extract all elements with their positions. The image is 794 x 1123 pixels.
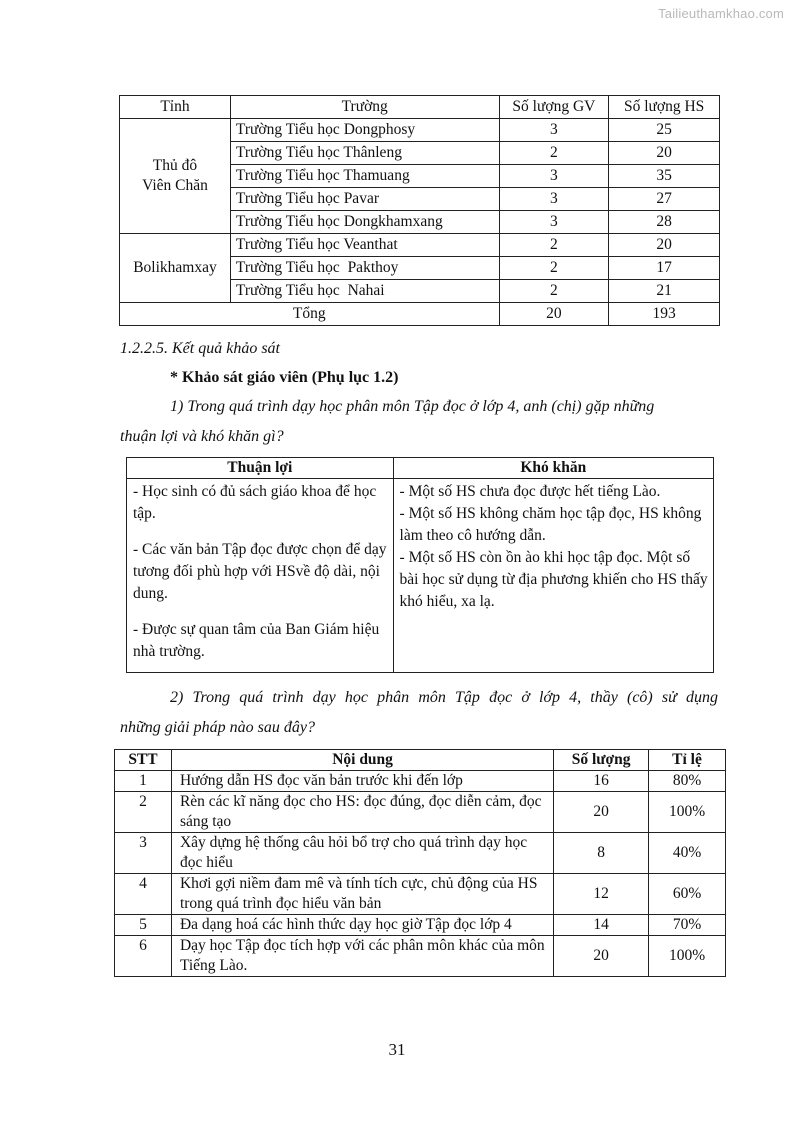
school-name: Trường Tiểu học Dongkhamxang (230, 211, 499, 234)
page-number: 31 (388, 1040, 406, 1059)
row-number: 3 (115, 833, 172, 874)
solution-count: 14 (554, 915, 649, 936)
table-header-row (115, 750, 726, 771)
solution-ratio: 40% (649, 833, 726, 874)
advantages-cell (127, 479, 394, 673)
column-header-advantages: Thuận lợi (127, 458, 394, 479)
total-label: Tổng (120, 303, 500, 326)
question-2-line-2: những giải pháp nào sau đây? (120, 719, 315, 736)
table-row (115, 936, 726, 977)
difficulty-item: - Một số HS không chăm học tập đọc, HS không làm theo cô hướng dẫn. (399, 505, 702, 544)
row-number: 4 (115, 874, 172, 915)
teacher-count: 2 (499, 280, 609, 303)
column-header-teacher-count: Số lượng GV (499, 96, 609, 119)
column-header-content: Nội dung (171, 750, 553, 771)
table-header-row (127, 458, 714, 479)
solution-content: Hướng dẫn HS đọc văn bản trước khi đến lớp (171, 771, 553, 792)
student-count: 27 (609, 188, 720, 211)
student-count: 17 (609, 257, 720, 280)
table-row (115, 792, 726, 833)
solution-ratio: 100% (649, 936, 726, 977)
question-1-line-2: thuận lợi và khó khăn gì? (120, 428, 284, 445)
section-title: 1.2.2.5. Kết quả khảo sát (120, 340, 280, 357)
teacher-count: 3 (499, 165, 609, 188)
column-header-school: Trường (230, 96, 499, 119)
advantages-difficulties-table (126, 457, 714, 673)
school-name: Trường Tiểu học Dongphosy (230, 119, 499, 142)
difficulties-cell (393, 479, 713, 673)
difficulty-item: - Một số HS chưa đọc được hết tiếng Lào. (399, 483, 661, 500)
student-count: 25 (609, 119, 720, 142)
table-row (115, 915, 726, 936)
solution-content: Rèn các kĩ năng đọc cho HS: đọc đúng, đọc diễn cảm, đọc sáng tạo (171, 792, 553, 833)
table-row (120, 119, 720, 142)
province-name-line2: Viên Chăn (142, 177, 208, 194)
survey-heading: * Khảo sát giáo viên (Phụ lục 1.2) (170, 369, 399, 386)
row-number: 6 (115, 936, 172, 977)
solution-content: Đa dạng hoá các hình thức dạy học giờ Tập đọc lớp 4 (171, 915, 553, 936)
province-cell-bolikhamxay (120, 234, 231, 303)
column-header-count: Số lượng (554, 750, 649, 771)
school-name: Trường Tiểu học Thamuang (230, 165, 499, 188)
column-header-difficulties: Khó khăn (393, 458, 713, 479)
teacher-count: 2 (499, 142, 609, 165)
student-count: 20 (609, 142, 720, 165)
table-header-row (120, 96, 720, 119)
table-row (115, 833, 726, 874)
solution-content: Khơi gợi niềm đam mê và tính tích cực, chủ động của HS trong quá trình đọc hiểu văn bản (171, 874, 553, 915)
column-header-ratio: Tỉ lệ (649, 750, 726, 771)
school-name: Trường Tiểu học Thânleng (230, 142, 499, 165)
province-name-line1: Thủ đô (152, 157, 198, 174)
student-count: 21 (609, 280, 720, 303)
total-students: 193 (609, 303, 720, 326)
teacher-count: 2 (499, 234, 609, 257)
column-header-student-count: Số lượng HS (609, 96, 720, 119)
solution-content: Xây dựng hệ thống câu hỏi bổ trợ cho quá trình dạy học đọc hiểu (171, 833, 553, 874)
school-name: Trường Tiểu học Veanthat (230, 234, 499, 257)
solution-count: 12 (554, 874, 649, 915)
teacher-count: 3 (499, 211, 609, 234)
advantage-item: - Được sự quan tâm của Ban Giám hiệu nhà trường. (133, 621, 380, 660)
difficulty-item: - Một số HS còn ồn ào khi học tập đọc. Một số bài học sử dụng từ địa phương khiến cho HS thấy khó hiểu, xa lạ. (399, 549, 708, 610)
row-number: 2 (115, 792, 172, 833)
question-2-line-1: 2) Trong quá trình dạy học phân môn Tập đọc ở lớp 4, thầy (cô) sử dụng (170, 689, 718, 706)
advantage-item: - Học sinh có đủ sách giáo khoa để học tập. (133, 483, 377, 522)
solution-count: 16 (554, 771, 649, 792)
solutions-table (114, 749, 726, 977)
province-cell-vientiane (120, 119, 231, 234)
solution-count: 20 (554, 936, 649, 977)
teacher-count: 2 (499, 257, 609, 280)
advantage-item: - Các văn bản Tập đọc được chọn để dạy tương đối phù hợp với HSvề độ dài, nội dung. (133, 541, 387, 602)
row-number: 1 (115, 771, 172, 792)
row-number: 5 (115, 915, 172, 936)
table-row (127, 479, 714, 673)
solution-ratio: 80% (649, 771, 726, 792)
student-count: 28 (609, 211, 720, 234)
total-teachers: 20 (499, 303, 609, 326)
question-1-line-1: 1) Trong quá trình dạy học phân môn Tập đọc ở lớp 4, anh (chị) gặp những (170, 398, 655, 415)
table-row (120, 234, 720, 257)
province-name: Bolikhamxay (133, 259, 217, 276)
school-survey-table (119, 95, 720, 326)
school-name: Trường Tiểu học Pavar (230, 188, 499, 211)
solution-ratio: 100% (649, 792, 726, 833)
column-header-stt: STT (115, 750, 172, 771)
solution-ratio: 70% (649, 915, 726, 936)
column-header-province: Tỉnh (120, 96, 231, 119)
student-count: 35 (609, 165, 720, 188)
school-name: Trường Tiểu học Pakthoy (230, 257, 499, 280)
table-row (115, 874, 726, 915)
watermark: Tailieuthamkhao.com (658, 6, 784, 21)
solution-ratio: 60% (649, 874, 726, 915)
student-count: 20 (609, 234, 720, 257)
solution-count: 20 (554, 792, 649, 833)
school-name: Trường Tiểu học Nahai (230, 280, 499, 303)
total-row (120, 303, 720, 326)
solution-count: 8 (554, 833, 649, 874)
teacher-count: 3 (499, 188, 609, 211)
solution-content: Dạy học Tập đọc tích hợp với các phân môn khác của môn Tiếng Lào. (171, 936, 553, 977)
table-row (115, 771, 726, 792)
teacher-count: 3 (499, 119, 609, 142)
